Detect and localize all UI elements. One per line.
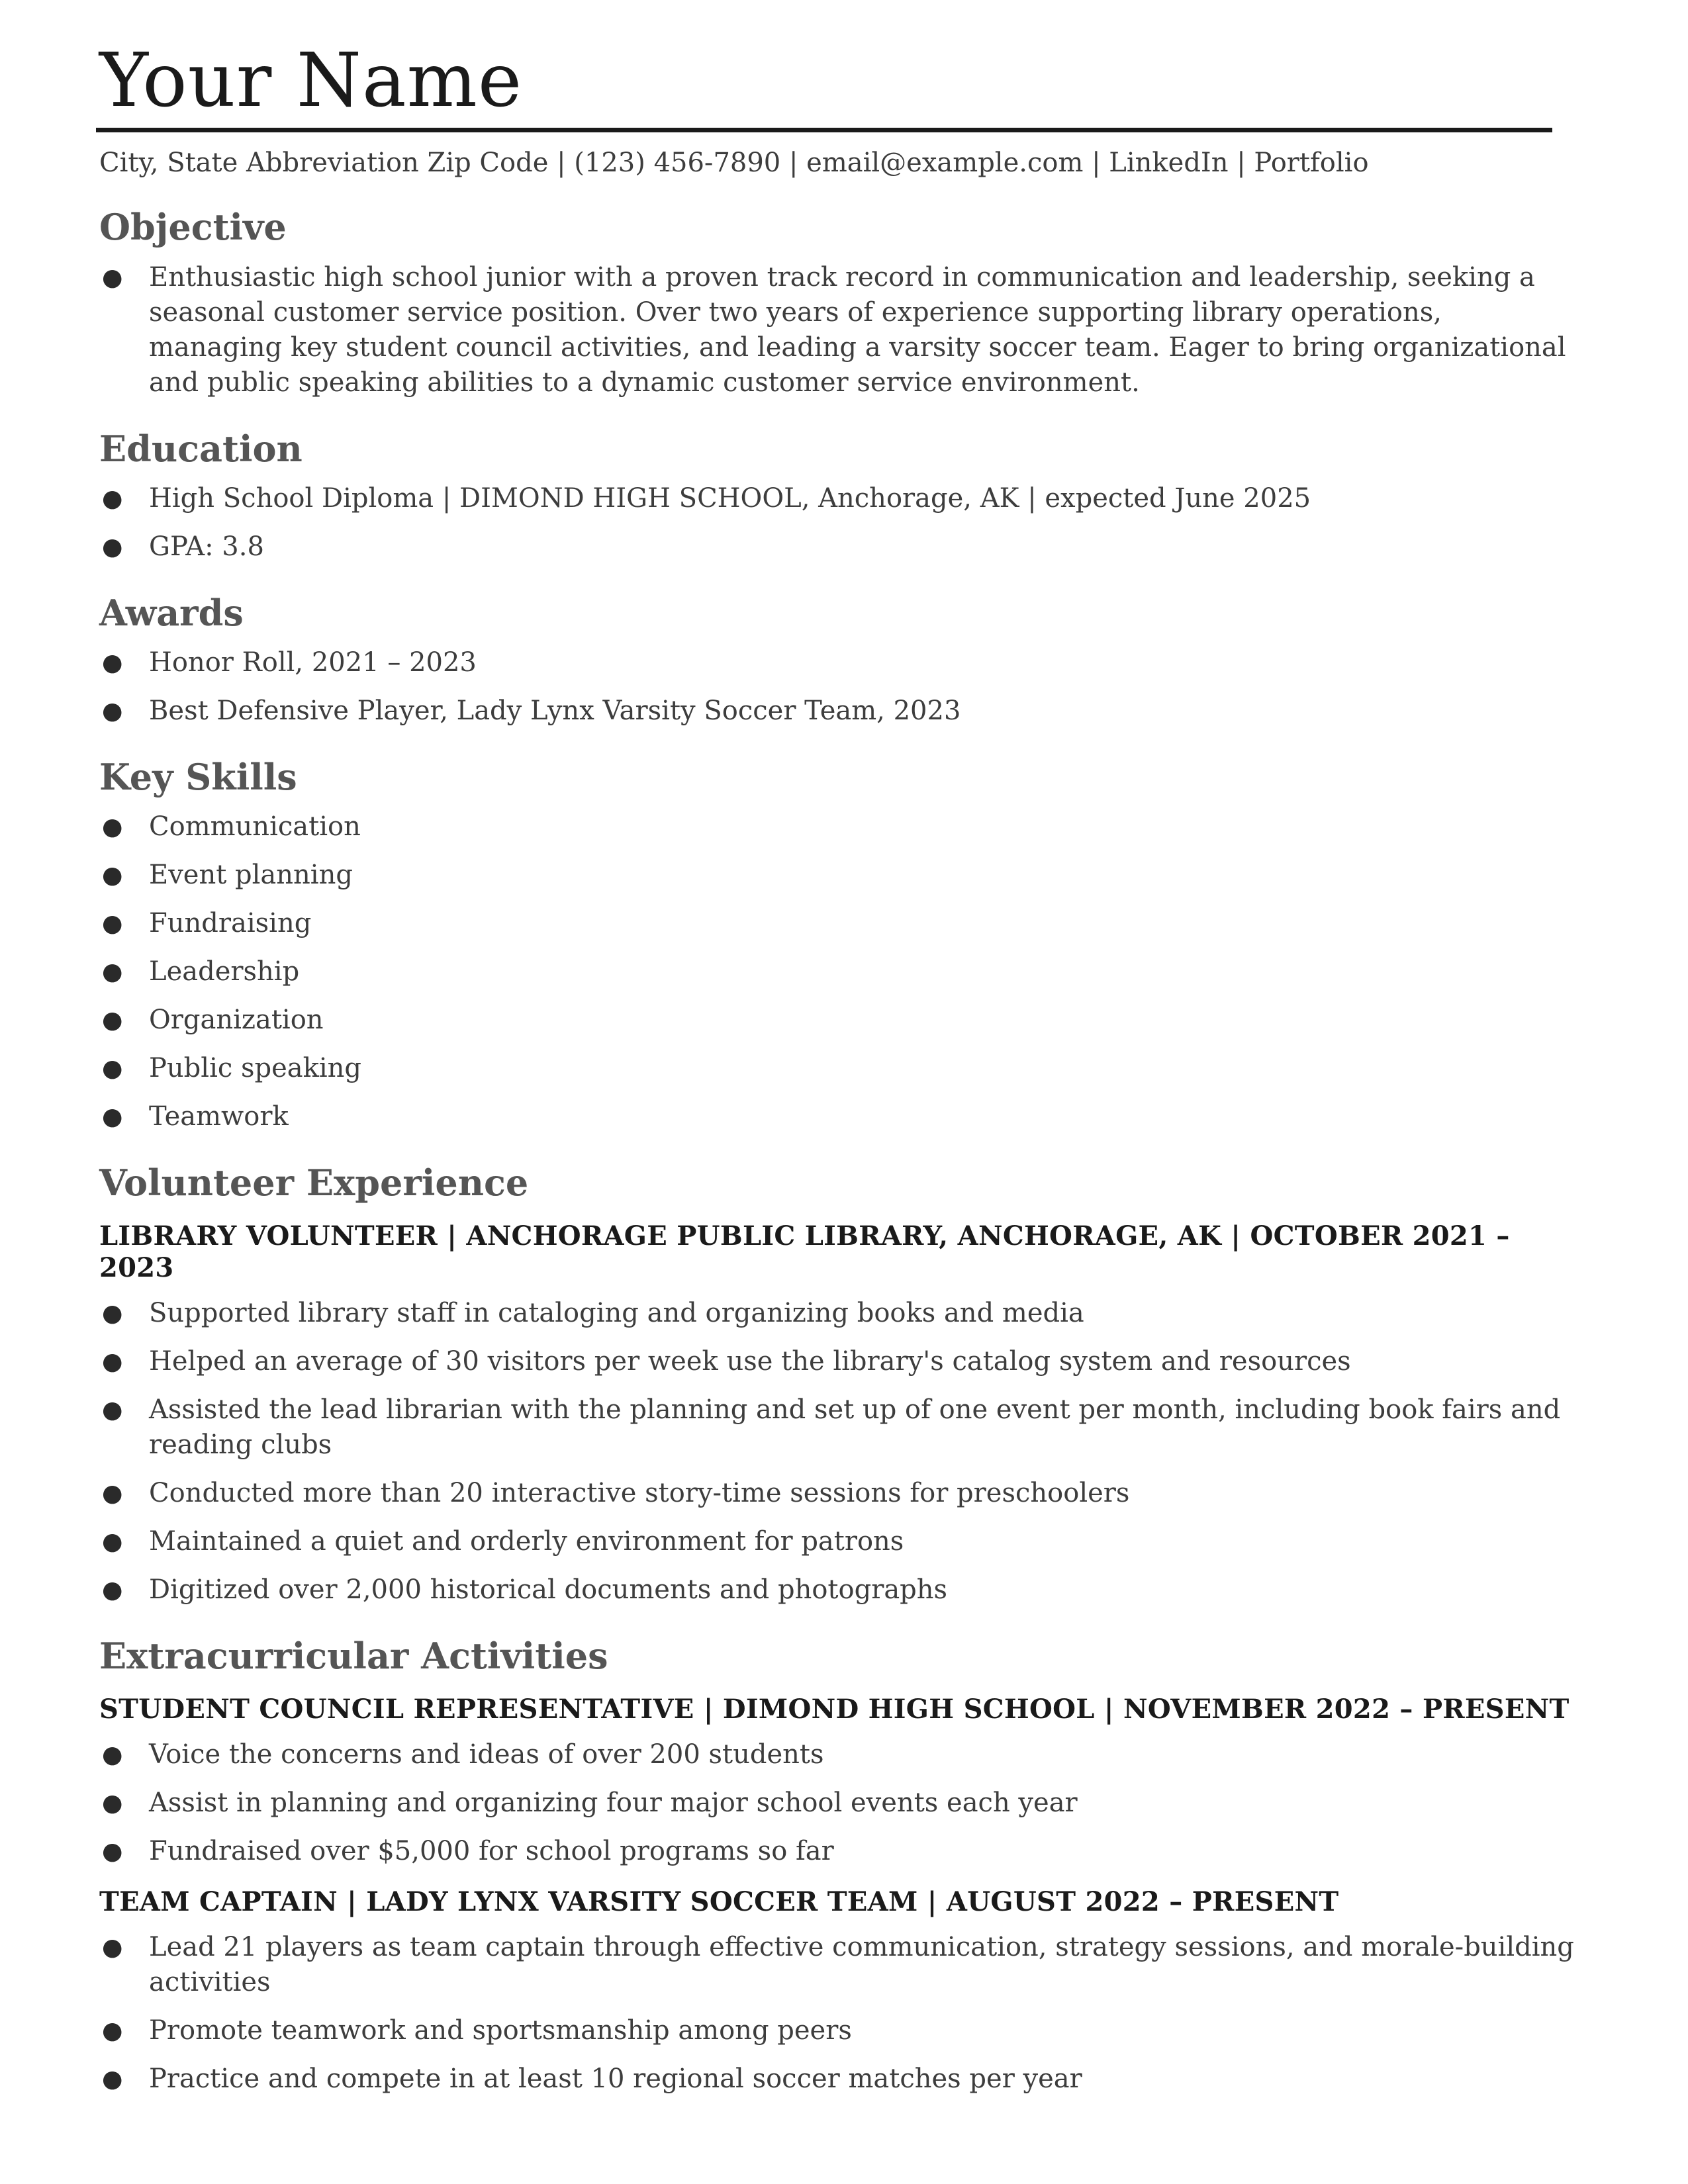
bullet-icon: ● [102,484,123,512]
bullet-icon: ● [102,2066,123,2093]
list-item [99,1344,1575,1379]
bullet-icon: ● [102,1790,123,1817]
list-item-text: High School Diploma | DIMOND HIGH SCHOOL, Anchorage, AK | expected June 2025 [149,482,1311,514]
volunteer-duties-list [99,1296,1575,1608]
bullet-icon: ● [102,1006,123,1034]
bullet-icon: ● [102,1741,123,1768]
list-item [99,2013,1575,2048]
objective-heading: Objective [99,206,287,249]
education-list [99,481,1575,565]
bullet-icon: ● [102,1396,123,1424]
list-item-text: Honor Roll, 2021 – 2023 [149,647,477,678]
awards-section [99,592,1575,729]
list-item [99,529,1575,565]
resume-page [99,0,1575,2110]
list-item-text: Maintained a quiet and orderly environment for patrons [149,1525,904,1557]
list-item-text: Conducted more than 20 interactive story-time sessions for preschoolers [149,1477,1130,1508]
list-item-text: Event planning [149,859,353,890]
list-item [99,1003,1575,1038]
list-item [99,1930,1575,2000]
list-item [99,1737,1575,1772]
list-item-text: Assisted the lead librarian with the planning and set up of one event per month, including book fairs and reading clubs [149,1394,1561,1460]
bullet-icon: ● [102,697,123,725]
list-item [99,1572,1575,1608]
skills-section [99,756,1575,1134]
list-item-text: Digitized over 2,000 historical documents and photographs [149,1574,948,1605]
list-item [99,906,1575,941]
awards-list [99,645,1575,729]
bullet-icon: ● [102,263,123,291]
list-item [99,858,1575,893]
bullet-icon: ● [102,909,123,937]
list-item-text: GPA: 3.8 [149,531,264,562]
list-item [99,1051,1575,1086]
education-heading: Education [99,427,303,470]
list-item [99,694,1575,729]
list-item-text: Best Defensive Player, Lady Lynx Varsity Soccer Team, 2023 [149,695,961,726]
list-item-text: Enthusiastic high school junior with a proven track record in communication and leadership, seeking a seasonal customer service position. Over two years of experience supporting library operations, managing key student council activities, and leading a varsity soccer team. Eager to bring organizational and public speaking abilities to a dynamic customer service environment. [149,261,1566,398]
skills-heading: Key Skills [99,755,297,798]
list-item-text: Public speaking [149,1052,362,1083]
list-item [99,645,1575,680]
bullet-icon: ● [102,1838,123,1865]
list-item-text: Practice and compete in at least 10 regional soccer matches per year [149,2064,1082,2094]
contact-line: City, State Abbreviation Zip Code | (123) 456-7890 | email@example.com | LinkedIn | Portfolio [99,148,1369,179]
awards-heading: Awards [99,591,244,634]
bullet-icon: ● [102,1934,123,1961]
header-divider [96,128,1552,132]
resume-name: Your Name [99,38,523,124]
bullet-icon: ● [102,1576,123,1604]
bullet-icon: ● [102,958,123,985]
objective-list [99,260,1575,400]
list-item [99,1786,1575,1821]
list-item-text: Communication [149,811,361,842]
list-item-text: Supported library staff in cataloging and organizing books and media [149,1297,1084,1328]
list-item [99,260,1575,400]
skills-list [99,809,1575,1134]
list-item-text: Lead 21 players as team captain through effective communication, strategy sessions, and morale-building activities [149,1932,1574,1997]
list-item [99,481,1575,516]
list-item-text: Promote teamwork and sportsmanship among peers [149,2015,852,2046]
objective-section [99,206,1575,400]
volunteer-heading: Volunteer Experience [99,1161,529,1204]
list-item-text: Voice the concerns and ideas of over 200 students [149,1739,824,1770]
job-heading: STUDENT COUNCIL REPRESENTATIVE | DIMOND HIGH SCHOOL | NOVEMBER 2022 – PRESENT [99,1694,1570,1725]
bullet-icon: ● [102,1479,123,1507]
education-section [99,428,1575,565]
list-item-text: Helped an average of 30 visitors per week use the library's catalog system and resources [149,1345,1351,1377]
list-item [99,809,1575,844]
list-item-text: Assist in planning and organizing four major school events each year [149,1788,1078,1818]
list-item [99,1392,1575,1463]
job-heading: TEAM CAPTAIN | LADY LYNX VARSITY SOCCER TEAM | AUGUST 2022 – PRESENT [99,1886,1339,1917]
bullet-icon: ● [102,533,123,561]
extracurricular-section [99,1635,1575,2097]
bullet-icon: ● [102,1054,123,1082]
bullet-icon: ● [102,2017,123,2044]
list-item [99,1296,1575,1331]
bullet-icon: ● [102,1299,123,1327]
list-item [99,1834,1575,1869]
list-item [99,1524,1575,1559]
list-item [99,1099,1575,1134]
team-captain-duties-list [99,1930,1575,2097]
bullet-icon: ● [102,861,123,889]
volunteer-section [99,1162,1575,1608]
list-item [99,1476,1575,1511]
list-item-text: Organization [149,1004,324,1035]
bullet-icon: ● [102,1527,123,1555]
extracurricular-heading: Extracurricular Activities [99,1634,608,1677]
job-heading: LIBRARY VOLUNTEER | ANCHORAGE PUBLIC LIBRARY, ANCHORAGE, AK | OCTOBER 2021 – 2023 [99,1220,1510,1283]
bullet-icon: ● [102,813,123,841]
list-item [99,2062,1575,2097]
list-item [99,954,1575,989]
student-council-duties-list [99,1737,1575,1869]
bullet-icon: ● [102,1347,123,1375]
bullet-icon: ● [102,1103,123,1130]
list-item-text: Teamwork [149,1101,289,1132]
bullet-icon: ● [102,649,123,676]
list-item-text: Fundraising [149,907,312,938]
list-item-text: Leadership [149,956,300,987]
list-item-text: Fundraised over $5,000 for school programs so far [149,1836,834,1866]
